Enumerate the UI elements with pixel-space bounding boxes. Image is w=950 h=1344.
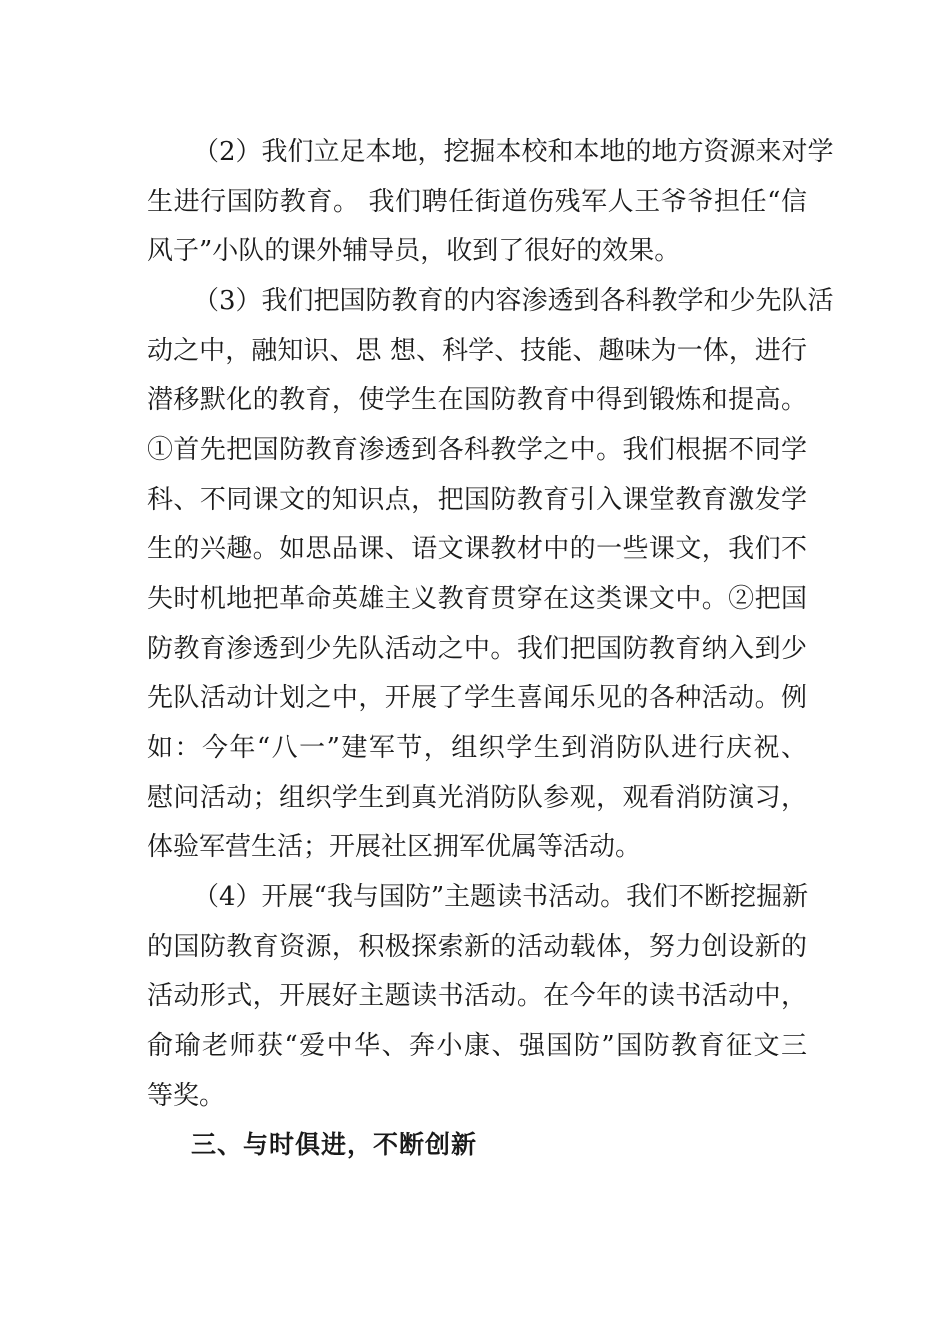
paragraph-3-line-3: 潜移默化的教育，使学生在国防教育中得到锻炼和提高。 [147,385,807,415]
paragraph-2-line-1: （2）我们立足本地，挖掘本校和本地的地方资源来对学 [193,137,834,167]
paragraph-2-line-3: 风子”小队的课外辅导员，收到了很好的效果。 [147,236,681,266]
paragraph-4-line-4: 俞瑜老师获“爱中华、奔小康、强国防”国防教育征文三 [147,1031,807,1061]
paragraph-4-line-5: 等奖。 [147,1081,226,1111]
paragraph-3-line-11: 慰问活动；组织学生到真光消防队参观，观看消防演习， [147,783,807,813]
paragraph-4-line-2: 的国防教育资源，积极探索新的活动载体，努力创设新的 [147,932,807,962]
paragraph-3-line-1: （3）我们把国防教育的内容渗透到各科教学和少先队活 [193,286,834,316]
paragraph-4-line-3: 活动形式，开展好主题读书活动。在今年的读书活动中， [147,981,807,1011]
paragraph-3-line-9: 先队活动计划之中，开展了学生喜闻乐见的各种活动。例 [147,683,807,713]
paragraph-3-line-4: ①首先把国防教育渗透到各科教学之中。我们根据不同学 [147,435,807,465]
paragraph-3-line-5: 科、不同课文的知识点，把国防教育引入课堂教育激发学 [147,485,807,515]
paragraph-4-line-1: （4）开展“我与国防”主题读书活动。我们不断挖掘新 [193,882,809,912]
paragraph-3-line-8: 防教育渗透到少先队活动之中。我们把国防教育纳入到少 [147,634,807,664]
paragraph-3-line-6: 生的兴趣。如思品课、语文课教材中的一些课文，我们不 [147,534,807,564]
paragraph-3-line-7: 失时机地把革命英雄主义教育贯穿在这类课文中。②把国 [147,584,807,614]
paragraph-3-line-2: 动之中，融知识、思 想、科学、技能、趣味为一体，进行 [147,336,807,366]
section-heading: 三、与时俱进，不断创新 [191,1130,478,1159]
paragraph-3-line-10: 如：今年“八一”建军节，组织学生到消防队进行庆祝、 [147,733,807,763]
paragraph-2-line-2: 生进行国防教育。 我们聘任街道伤残军人王爷爷担任“信 [147,187,807,217]
paragraph-3-line-12: 体验军营生活；开展社区拥军优属等活动。 [147,832,642,862]
